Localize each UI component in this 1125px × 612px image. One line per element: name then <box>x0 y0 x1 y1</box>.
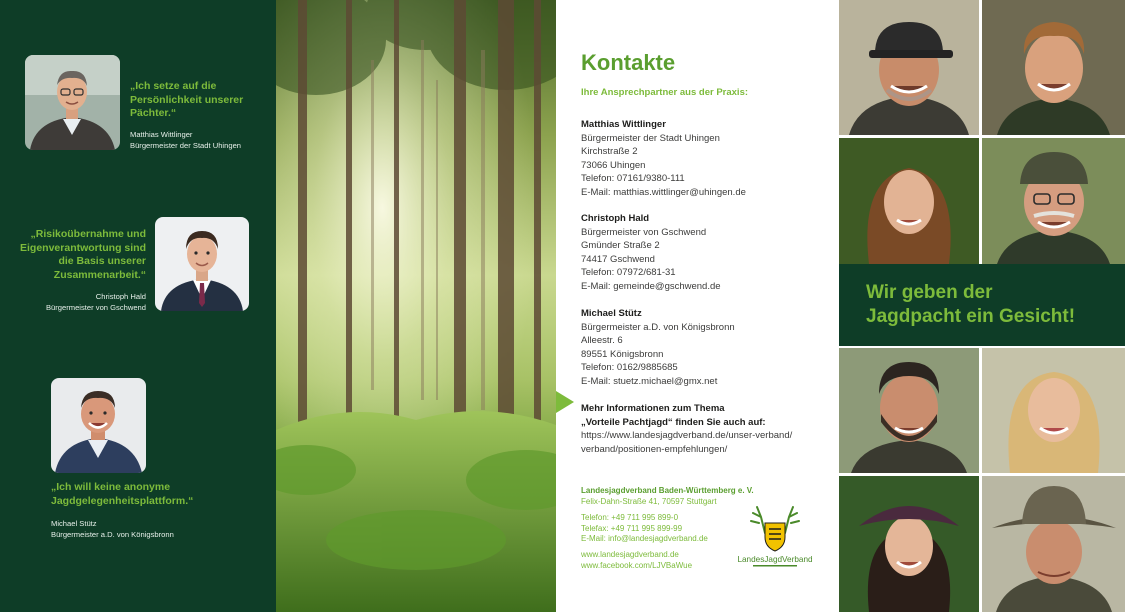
portrait-michael-stuetz <box>51 378 146 473</box>
contact-name: Christoph Hald <box>581 213 650 224</box>
more-info-heading: Mehr Informationen zum Thema <box>581 403 725 414</box>
organization-email[interactable]: E-Mail: info@landesjagdverband.de <box>581 534 708 544</box>
contact-street: Alleestr. 6 <box>581 335 623 346</box>
contact-hald <box>581 212 831 293</box>
more-info-link-line-1[interactable]: https://www.landesjagdverband.de/unser-verband/ <box>581 430 793 441</box>
contact-email[interactable]: E-Mail: matthias.wittlinger@uhingen.de <box>581 186 746 198</box>
portrait-matthias-wittlinger <box>25 55 120 150</box>
contact-email[interactable]: E-Mail: gemeinde@gschwend.de <box>581 280 721 292</box>
quote-2-text: „Risikoübernahme und Eigenverantwortung sind die Basis unserer Zusammenarbeit.“ <box>20 228 147 281</box>
quote-2-attribution <box>20 291 146 313</box>
organization-website[interactable]: www.landesjagdverband.de <box>581 550 679 559</box>
organization-phone: Telefon: +49 711 995 899-0 <box>581 513 679 522</box>
quote-3-attribution <box>51 518 251 540</box>
contact-city: 74417 Gschwend <box>581 253 655 265</box>
face-photo-young-man <box>982 0 1125 135</box>
face-photo-woman-hat <box>839 476 979 612</box>
arrow-marker-icon <box>556 391 574 413</box>
contact-role: Bürgermeister a.D. von Königsbronn <box>581 321 735 333</box>
quote-3-role: Bürgermeister a.D. von Königsbronn <box>51 530 174 539</box>
contacts-title: Kontakte <box>581 50 676 75</box>
quote-2-role: Bürgermeister von Gschwend <box>45 303 146 312</box>
contact-name: Michael Stütz <box>581 308 642 319</box>
contact-phone: Telefon: 0162/9885685 <box>581 362 678 373</box>
contact-wittlinger <box>581 118 831 199</box>
organization-facebook[interactable]: www.facebook.com/LJVBaWue <box>581 560 693 570</box>
contact-email[interactable]: E-Mail: stuetz.michael@gmx.net <box>581 375 718 387</box>
quote-1-role: Bürgermeister der Stadt Uhingen <box>130 141 242 150</box>
quote-1-name: Matthias Wittlinger <box>130 130 193 139</box>
quote-3-text: „Ich will keine anonyme Jagdgelegenheitsplattform.“ <box>51 481 194 507</box>
face-photo-woman-brown-hair <box>839 138 979 264</box>
contact-role: Bürgermeister der Stadt Uhingen <box>581 132 720 144</box>
contact-name: Matthias Wittlinger <box>581 119 666 130</box>
contact-role: Bürgermeister von Gschwend <box>581 226 707 238</box>
organization-name: Landesjagdverband Baden-Württemberg e. V. <box>581 486 754 495</box>
headline-line-1: Wir geben der <box>866 282 993 303</box>
face-photo-older-man-hat <box>982 476 1125 612</box>
face-photo-blonde-woman <box>982 348 1125 473</box>
more-info <box>581 402 836 456</box>
headline-banner <box>839 264 1125 346</box>
contact-city: 73066 Uhingen <box>581 159 646 171</box>
contact-street: Kirchstraße 2 <box>581 146 638 157</box>
contacts-subtitle: Ihre Ansprechpartner aus der Praxis: <box>581 87 749 98</box>
contact-city: 89551 Königsbronn <box>581 348 664 360</box>
more-info-subheading: „Vorteile Pachtjagd“ finden Sie auch auf: <box>581 416 766 428</box>
organization-fax: Telefax: +49 711 995 899-99 <box>581 523 683 533</box>
contact-street: Gmünder Straße 2 <box>581 240 660 251</box>
contact-phone: Telefon: 07972/681-31 <box>581 267 676 278</box>
more-info-link-line-2[interactable]: verband/positionen-empfehlungen/ <box>581 443 728 455</box>
quote-1-attribution <box>130 129 270 151</box>
quote-2-name: Christoph Hald <box>95 292 146 301</box>
quote-3-name: Michael Stütz <box>51 519 97 528</box>
forest-image <box>276 0 556 612</box>
face-photo-man-cap <box>839 0 979 135</box>
face-photo-bearded-man <box>839 348 979 473</box>
portrait-christoph-hald <box>155 217 249 311</box>
contacts-panel <box>556 0 839 612</box>
organization-street: Felix-Dahn-Straße 41, 70597 Stuttgart <box>581 496 717 506</box>
headline-line-2: Jagdpacht ein Gesicht! <box>866 306 1076 327</box>
contact-phone: Telefon: 07161/9380-111 <box>581 173 685 184</box>
quote-1-text: „Ich setze auf die Persönlichkeit unserer Pächter.“ <box>130 80 244 119</box>
ljv-logo <box>731 503 819 569</box>
face-photo-older-man-glasses <box>982 138 1125 264</box>
faces-panel <box>839 0 1125 612</box>
headline <box>866 281 1121 329</box>
svg-text:LandesJagdVerband: LandesJagdVerband <box>737 555 813 564</box>
contact-stuetz <box>581 307 831 388</box>
quotes-panel <box>0 0 276 612</box>
